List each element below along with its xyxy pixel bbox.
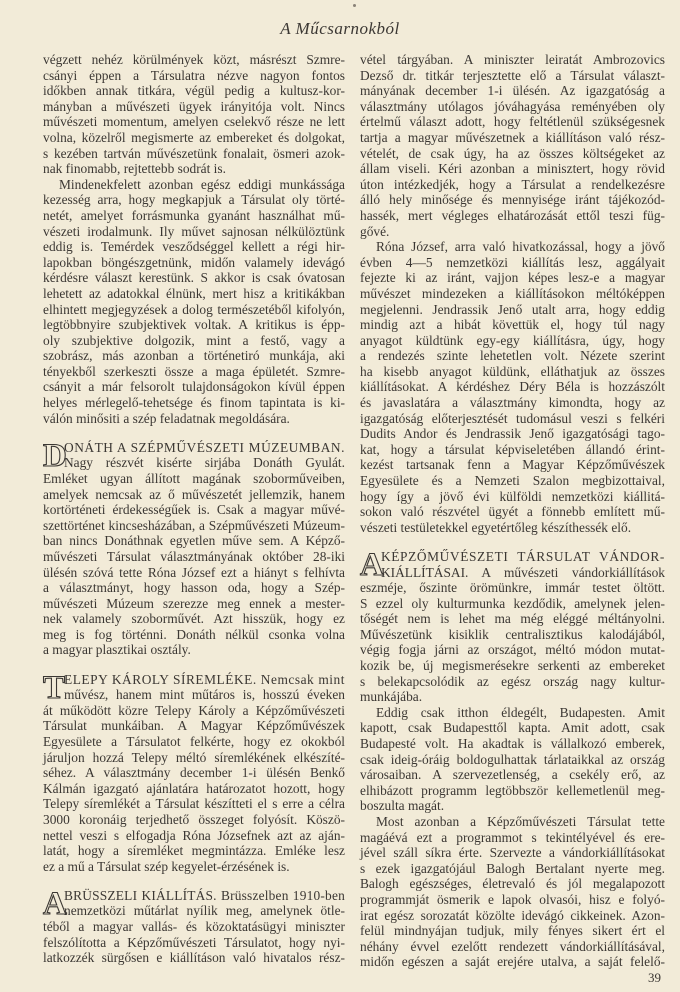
drop-cap-initial: A [360, 546, 384, 583]
text-line: elhintett megjegyzések a dolog természetéből kifolyón, [43, 301, 345, 317]
text-line: Egyesülete és a Nemzeti Szalon megbizottaival, [360, 473, 665, 489]
text-line: meg is fog történni. Donáth nélkül csonka volna [43, 626, 345, 642]
text-line: városaiban. A szervezetlenség, a csekély erő, az [360, 767, 665, 783]
text-line: tőségét nem is lehet ma még eléggé méltányolni. [360, 611, 665, 627]
drop-cap-initial: T [43, 669, 66, 706]
paragraph [360, 239, 665, 535]
text-line: járuljon hozzá Telepy méltó síremlékének elkészíté- [43, 749, 345, 765]
text-line: Balogh egészséges, életrevaló és jól megalapozott [360, 876, 665, 892]
text-line: művészeti Múzeum szerezze meg ennek a mester- [43, 595, 345, 611]
text-line: KIÁLLÍTÁSAI. A művészeti vándorkiállítások [381, 564, 665, 580]
text-line: S ezzel oly kulturmunka kezdődik, amelynek jelen- [360, 595, 665, 611]
text-line: csányi éppen a Társulatra nézve nagyon fontos [43, 67, 345, 83]
text-line: mányának december 1-i ülésén. Az igazgatóság a [360, 83, 665, 99]
text-line: hogy így a jövő évi külföldi nemzetközi kiállitá- [360, 488, 665, 504]
text-line: latát, hogy a síremléket megmintázza. Emléke lesz [43, 843, 345, 859]
text-line: művészeti Társulat választmányának október 28-iki [43, 548, 345, 564]
text-line: csányit a már felsorolt tulajdonságokon kívül éppen [43, 379, 345, 395]
text-line: gővé. [360, 223, 390, 239]
text-line: művész, hanem mint műtáros is, hosszú éveken [64, 687, 345, 703]
text-line: Budapesté volt. Ha akadtak is vállalkozó emberek, [360, 736, 665, 752]
text-line: tartja a magyar művészetnek a kiállításon való rész- [360, 129, 665, 145]
text-line: séhez. A választmány december 1-i ülésén Benkő [43, 765, 345, 781]
text-line: sokon való részvétel ügyét a fönnebb említett mű- [360, 504, 665, 520]
text-line: felszólította a Képzőművészeti Társulatot, hogy nyi- [43, 934, 345, 950]
text-line: a magyar plasztikai osztály. [43, 642, 191, 658]
text-line: ha kisebb anyagot küldünk, elláthatjuk az összes [360, 363, 665, 379]
text-line: a választmányt, hogy hasson oda, hogy a Szép- [43, 580, 345, 596]
text-line: helyes mérlegelő-tehetsége és finom tapintata is ki- [43, 395, 345, 411]
text-line: fejezte ki az iránt, vajjon képes lesz-e a magyar [360, 270, 665, 286]
text-line: kapott, csak Budapesttől kapta. Amit adott, csak [360, 720, 665, 736]
text-line: Eddig csak itthon éldegélt, Budapesten. Amit [376, 704, 665, 720]
article-section [43, 669, 345, 875]
paragraph [360, 52, 665, 239]
text-line: irat egész sorozatát közölte idevágó cikkeinek. Azon- [360, 907, 665, 923]
text-line: s ezek igazgatójául Balogh Bertalant nyerte meg. [360, 860, 665, 876]
text-line: szobrász, más azonban a történetiró munkája, aki [43, 348, 345, 364]
text-line: boszulta magát. [360, 798, 445, 814]
text-line: szettörténet kincsesházában, a Szépművészeti Múzeum- [43, 517, 345, 533]
text-line: Mindenekfelett azonban egész eddigi munkássága [59, 176, 345, 192]
text-line: Emléket ugyan állított magának szoborműveiben, [43, 470, 345, 486]
text-line: értelmű választ adott, hogy feltétlenül szükségesnek [360, 114, 665, 130]
text-line: eddig is. Temérdek vesződséggel kellett a régi hir- [43, 239, 345, 255]
text-line: tényekből szerkeszti össze a maga épületét. Szmre- [43, 363, 345, 379]
article-section [43, 885, 345, 966]
left-column [43, 52, 345, 966]
text-line: mányban a művészeti ügyek irányitója volt. Nincs [43, 98, 345, 114]
paragraph [360, 814, 665, 970]
text-line: a rendezés szinte lehetetlen volt. Nézete szerint [360, 348, 665, 364]
text-line: végzett nehéz körülmények közt, másrészt Szmre- [43, 52, 345, 67]
text-line: vészeti irodalmunk. Ily művet sajnosan nélkülöztünk [43, 223, 345, 239]
text-line: jével száll síkra érte. Szervezte a vándorkiállításokat [360, 845, 665, 861]
article-section [360, 546, 665, 705]
text-line: téből a magyar vallás- és közoktatásügyi miniszter [43, 918, 345, 934]
text-line: Társulat munkáiban. A Magyar Képzőművészek [43, 718, 345, 734]
text-line: s kezében tartván művészetünk fonalait, ösmeri azok- [43, 145, 345, 161]
text-line: Nagy részvét kisérte sirjába Donáth Gyulát. [64, 455, 345, 471]
paragraph [43, 52, 345, 177]
text-line: kezést tartsanak fenn a Magyar Képzőművészek [360, 457, 665, 473]
drop-cap-initial: A [43, 885, 67, 922]
text-line: nettel veszi s elfogadja Róna Józsefnek azt az aján- [43, 827, 345, 843]
page-number: 39 [648, 970, 661, 985]
text-line: nak finomabb, rejtettebb sodrát is. [43, 161, 226, 177]
text-line: munkájába. [360, 689, 423, 705]
text-line: kérdésre választ kerestünk. S akkor is csak óvatosan [43, 270, 345, 286]
text-line: elhibázott programm legtöbbször kellemetlenül meg- [360, 782, 665, 798]
text-line: kezesség arra, hogy megkapjuk a Társulat oly törté- [43, 192, 345, 208]
text-line: netét, amelyet forrásmunka gyanánt használhat mű- [43, 207, 345, 223]
text-line: felül mindnyájan tudjuk, mily fényes sikert ért el [360, 923, 665, 939]
text-line: nemzetközi műtárlat nyílik meg, amelynek ötle- [64, 903, 345, 919]
text-line: csak ideig-óráig boldogulhattak tárlataikkal az ország [360, 751, 665, 767]
paragraph [43, 177, 345, 427]
text-line: állam viseli. Kéri azonban a minisztert, hogy rövid [360, 161, 665, 177]
text-line: kiállításokat. A kérdéshez Déry Béla is hozzászólt [360, 379, 665, 395]
text-line: néhány évvel ezelőtt rendezett vándorkiállításával, [360, 938, 665, 954]
text-line: Egyesülete a Társulatot felkérte, hogy ez okokból [43, 733, 345, 749]
text-line: megjelenni. Jendrassik Jenő utalt arra, hogy eddig [360, 301, 665, 317]
text-line: Telepy síremlékét a Társulat készítteti el s erre a célra [43, 796, 345, 812]
text-line: s belekapcsolódik az egész ország nagy kultur- [360, 673, 665, 689]
text-line: kozik be, új megismerésekre serkenti az embereket [360, 658, 665, 674]
text-line: művészeti momentum, amelyen cselekvő része ne lett [43, 114, 345, 130]
paragraph [360, 705, 665, 814]
text-line: úton intézkedjék, hogy a Társulat a rendelkezésre [360, 176, 665, 192]
text-line: Róna József, arra való hivatkozással, hogy a jövő [376, 239, 665, 255]
text-line: művészet mindezeken a kiállításokon méltóképpen [360, 285, 665, 301]
text-line: ez a mű a Társulat szép kegyelet-érzésének is. [43, 858, 290, 874]
text-line: vételét, de csak úgy, ha az összes költségeket az [360, 145, 665, 161]
text-line: 3000 koronáig terjedhető összeget folyósít. Köszö- [43, 811, 345, 827]
text-line: Dezső dr. titkár terjesztette elő a Társulat választ- [360, 67, 665, 83]
text-line: lehetett az adatokkal élnünk, mert hisz a kritikákban [43, 285, 345, 301]
text-line: vészeti testületekkel egyetértőleg készíthessék elő. [360, 519, 632, 535]
text-line: Dudits Andor és Jendrassik Jenő igazgatósági tago- [360, 426, 665, 442]
text-line: Kálmán igazgató ajánlatára határozatot hozott, hogy [43, 780, 345, 796]
text-line: programmját ösmerik e lapok olvasói, hisz e folyó- [360, 891, 665, 907]
section-heading-line: BRÜSSZELI KIÁLLÍTÁS. Brüsszelben 1910-ben [64, 887, 345, 903]
text-line: ülésén szóvá tette Róna József ezt a hiányt s felhívta [43, 564, 345, 580]
text-line: Művészetünk kisiklik centralisztikus kalodájából, [360, 626, 665, 642]
drop-cap-initial: D [43, 437, 67, 474]
text-line: kortörténeti érdekességűek is. Csak a magyar művé- [43, 502, 345, 518]
text-line: eszméje, őszinte örömünkre, immár testet öltött. [360, 580, 665, 596]
article-section [43, 437, 345, 658]
section-heading-line: ELEPY KÁROLY SÍREMLÉKE. Nemcsak mint [64, 671, 345, 687]
section-heading-line: ONÁTH A SZÉPMŰVÉSZETI MÚZEUMBAN. [64, 439, 345, 455]
text-line: nek valamely szoborművét. Azt hisszük, hogy ez [43, 611, 345, 627]
text-line: oly szubjektive dolgozik, mint a festő, vagy a [43, 332, 345, 348]
text-line: ban nincs Donáthnak egyetlen műve sem. A Képző- [43, 533, 345, 549]
text-line: legtöbbnyire szubjektivek voltak. A kritikus is épp- [43, 317, 345, 333]
text-line: volna, közelről megismerte az embereket és dolgokat, [43, 129, 345, 145]
text-line: Most azonban a Képzőművészeti Társulat tette [376, 814, 665, 829]
text-line: anyagot küldtünk egy-egy kiállításra, úgy, hogy [360, 332, 665, 348]
text-line: lapokban böngészgetnünk, midőn valamely idevágó [43, 254, 345, 270]
text-line: magáévá ezt a programmot s tekintélyével és ere- [360, 829, 665, 845]
text-line: midőn egészen a saját erejére utalva, a saját felelő- [360, 954, 665, 970]
text-line: latkozzék sürgősen e kiállításon való hivatalos rész- [43, 950, 345, 966]
text-line: amelyek nemcsak az ő művészetét jellemzik, hanem [43, 486, 345, 502]
section-heading-line: KÉPZŐMŰVÉSZETI TÁRSULAT VÁNDOR- [381, 548, 665, 564]
text-line: álló hely minősége és mennyisége iránt tájékozód- [360, 192, 665, 208]
right-column [360, 52, 665, 970]
text-line: és javaslatára a választmány kimondta, hogy az [360, 395, 665, 411]
text-line: mindig azt a hibát követtük el, hogy túl nagy [360, 317, 665, 333]
text-line: választmány utólagos jóváhagyása reményében oly [360, 98, 665, 114]
text-line: végig fogja járni az országot, méltó módon mutat- [360, 642, 665, 658]
text-line: válón minősiti a szép feladatnak megoldására. [43, 410, 290, 426]
text-line: kat, hogy a társulat képviseletében állandó érint- [360, 441, 665, 457]
text-line: igazgatóság előterjesztését tudomásul veszi s felkéri [360, 410, 665, 426]
text-line: időkben annak titkára, végül pedig a kultusz-kor- [43, 83, 345, 99]
printer-mark [353, 4, 356, 7]
running-title: A Műcsarnokból [280, 19, 400, 38]
text-line: hassék, mert végleges elhatározását ettől teszi füg- [360, 207, 665, 223]
text-line: évben 4—5 nemzetközi kiállítás lesz, aggályait [360, 254, 665, 270]
text-line: vétel tárgyában. A miniszter leiratát Ambrozovics [360, 52, 665, 67]
text-line: át működött közre Telepy Károly a Képzőművészeti [43, 702, 345, 718]
